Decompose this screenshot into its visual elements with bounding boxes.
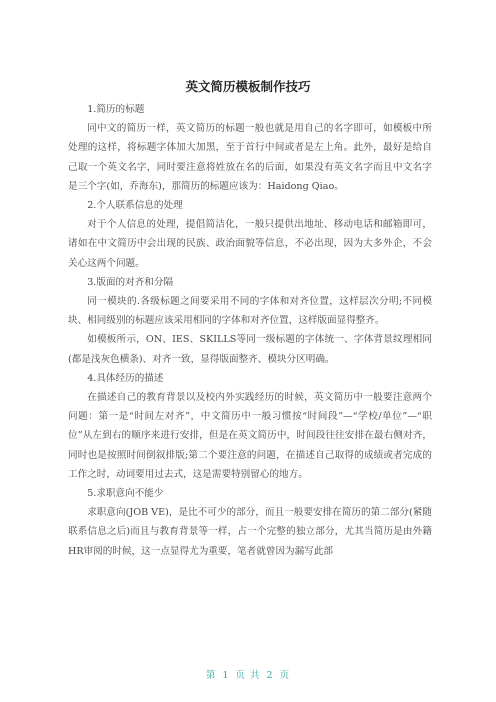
section-heading-5: 5.求职意向不能少 <box>87 488 164 500</box>
body-paragraph: 同中文的简历一样，英文简历的标题一般也就是用自己的名字即可，如模板中所处理的这样，将标题字体加大加黑，至于首行中间或者是左上角。此外，最好是给自己取一个英文名字，同时要注意将姓放在名的后面，如果没有英文名字而且中文名字是三个字(如，乔海东)，那简历的标题应该为：Haidong Qiao。 <box>68 123 432 192</box>
section-heading-1: 1.简历的标题 <box>87 104 145 115</box>
section-heading-4: 4.具体经历的描述 <box>87 372 164 384</box>
footer-suffix: 页 <box>279 670 291 681</box>
body-paragraph: 在描述自己的教育背景以及校内外实践经历的时候，英文简历中一般要注意两个问题：第一是“时间左对齐”，中文简历中一般习惯按“时间段”—“学校/单位”—“职位”从左到右的顺序来进行安排，但是在英文简历中，时间段往往安排在最右侧对齐，同时也是按照时间倒叙排版;第二个要注意的问题，在描述自己取得的成绩或者完成的工作之时，动词要用过去式，这是需要特别留心的地方。 <box>68 392 432 480</box>
footer-prefix: 第 <box>205 670 217 681</box>
section-heading-3: 3.版面的对齐和分隔 <box>87 276 174 288</box>
section-heading-2: 2.个人联系信息的处理 <box>87 200 183 212</box>
footer-total-pages: 2 <box>266 670 274 681</box>
footer-middle: 页 共 <box>235 670 261 681</box>
body-paragraph: 求职意向(JOB VE)，是比不可少的部分，而且一般要安排在简历的第二部分(紧随联系信息之后)而且与教育背景等一样，占一个完整的独立部分，尤其当简历是由外籍HR审阅的时候，这一点显得尤为重要，笔者就曾因为漏写此部 <box>68 507 432 557</box>
footer-current-page: 1 <box>222 670 230 681</box>
body-paragraph: 如模板所示，ON、IES、SKILLS等同一级标题的字体统一、字体背景纹理相同(都是浅灰色横条)、对齐一致，显得版面整齐、模块分区明确。 <box>68 334 432 365</box>
body-paragraph: 同一模块的.各级标题之间要采用不同的字体和对齐位置，这样层次分明;不同模块、相同级别的标题应该采用相同的字体和对齐位置，这样版面显得整齐。 <box>68 296 432 327</box>
body-paragraph: 对于个人信息的处理，提倡简洁化，一般只提供出地址、移动电话和邮箱即可，诸如在中文简历中会出现的民族、政治面貌等信息，不必出现，因为大多外企，不会关心这两个问题。 <box>68 219 432 269</box>
document-title: 英文简历模板制作技巧 <box>185 79 311 94</box>
document-body <box>68 100 432 561</box>
page-footer <box>0 667 496 681</box>
